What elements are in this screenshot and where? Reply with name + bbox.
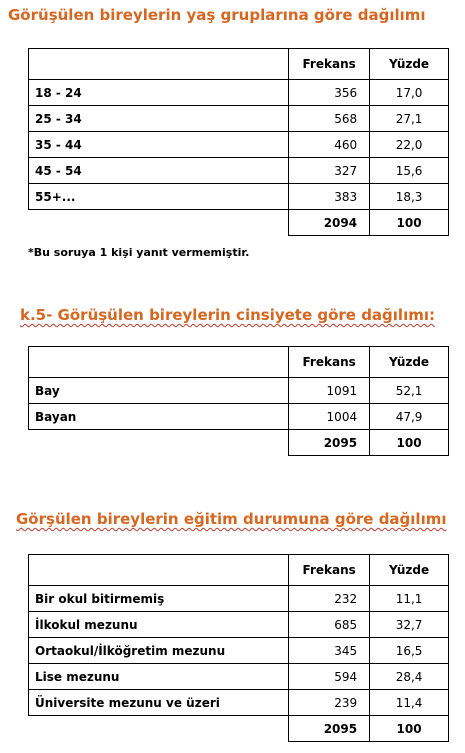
- table-row: [29, 612, 449, 638]
- row-frequency: 345: [289, 638, 370, 664]
- row-percent: 47,9: [370, 404, 449, 430]
- header-yuzde: Yüzde: [370, 347, 449, 378]
- total-row: [29, 210, 449, 236]
- total-percent: 100: [370, 716, 449, 742]
- header-frekans: Frekans: [289, 347, 370, 378]
- row-percent: 27,1: [370, 106, 449, 132]
- row-label: Bay: [29, 378, 289, 404]
- table-row: [29, 106, 449, 132]
- total-frequency: 2094: [289, 210, 370, 236]
- row-label: 18 - 24: [29, 80, 289, 106]
- gender-table-title: k.5- Görüşülen bireylerin cinsiyete göre dağılımı:: [20, 306, 435, 324]
- row-label: Lise mezunu: [29, 664, 289, 690]
- row-percent: 15,6: [370, 158, 449, 184]
- row-percent: 11,1: [370, 586, 449, 612]
- row-label: 35 - 44: [29, 132, 289, 158]
- total-label-empty: [29, 210, 289, 236]
- education-table: [28, 554, 449, 742]
- education-table-title: Görşülen bireylerin eğitim durumuna göre dağılımı: [16, 510, 447, 528]
- table-header-row: [29, 555, 449, 586]
- row-frequency: 460: [289, 132, 370, 158]
- total-label-empty: [29, 716, 289, 742]
- row-label: 45 - 54: [29, 158, 289, 184]
- header-empty-cell: [29, 347, 289, 378]
- table-row: [29, 638, 449, 664]
- row-frequency: 356: [289, 80, 370, 106]
- row-percent: 16,5: [370, 638, 449, 664]
- row-frequency: 327: [289, 158, 370, 184]
- row-frequency: 239: [289, 690, 370, 716]
- total-frequency: 2095: [289, 430, 370, 456]
- row-label: Ortaokul/İlköğretim mezunu: [29, 638, 289, 664]
- row-percent: 28,4: [370, 664, 449, 690]
- total-row: [29, 430, 449, 456]
- row-frequency: 594: [289, 664, 370, 690]
- row-frequency: 568: [289, 106, 370, 132]
- total-row: [29, 716, 449, 742]
- row-percent: 11,4: [370, 690, 449, 716]
- header-frekans: Frekans: [289, 555, 370, 586]
- row-percent: 22,0: [370, 132, 449, 158]
- table-header-row: [29, 49, 449, 80]
- row-percent: 18,3: [370, 184, 449, 210]
- row-label: Bir okul bitirmemiş: [29, 586, 289, 612]
- header-yuzde: Yüzde: [370, 49, 449, 80]
- total-label-empty: [29, 430, 289, 456]
- row-percent: 32,7: [370, 612, 449, 638]
- table-row: [29, 184, 449, 210]
- gender-table: [28, 346, 449, 456]
- total-percent: 100: [370, 430, 449, 456]
- age-table: [28, 48, 449, 236]
- header-empty-cell: [29, 49, 289, 80]
- table-row: [29, 132, 449, 158]
- age-table-footnote: *Bu soruya 1 kişi yanıt vermemiştir.: [28, 246, 250, 259]
- row-percent: 17,0: [370, 80, 449, 106]
- row-percent: 52,1: [370, 378, 449, 404]
- table-row: [29, 378, 449, 404]
- table-row: [29, 586, 449, 612]
- row-label: Bayan: [29, 404, 289, 430]
- header-empty-cell: [29, 555, 289, 586]
- row-label: İlkokul mezunu: [29, 612, 289, 638]
- table-row: [29, 690, 449, 716]
- table-row: [29, 80, 449, 106]
- row-label: 55+...: [29, 184, 289, 210]
- row-frequency: 1091: [289, 378, 370, 404]
- row-frequency: 383: [289, 184, 370, 210]
- table-row: [29, 664, 449, 690]
- row-frequency: 1004: [289, 404, 370, 430]
- table-header-row: [29, 347, 449, 378]
- header-frekans: Frekans: [289, 49, 370, 80]
- row-label: Üniversite mezunu ve üzeri: [29, 690, 289, 716]
- table-row: [29, 404, 449, 430]
- row-frequency: 232: [289, 586, 370, 612]
- age-table-title: Görüşülen bireylerin yaş gruplarına göre dağılımı: [8, 6, 426, 24]
- total-frequency: 2095: [289, 716, 370, 742]
- row-label: 25 - 34: [29, 106, 289, 132]
- row-frequency: 685: [289, 612, 370, 638]
- total-percent: 100: [370, 210, 449, 236]
- table-row: [29, 158, 449, 184]
- header-yuzde: Yüzde: [370, 555, 449, 586]
